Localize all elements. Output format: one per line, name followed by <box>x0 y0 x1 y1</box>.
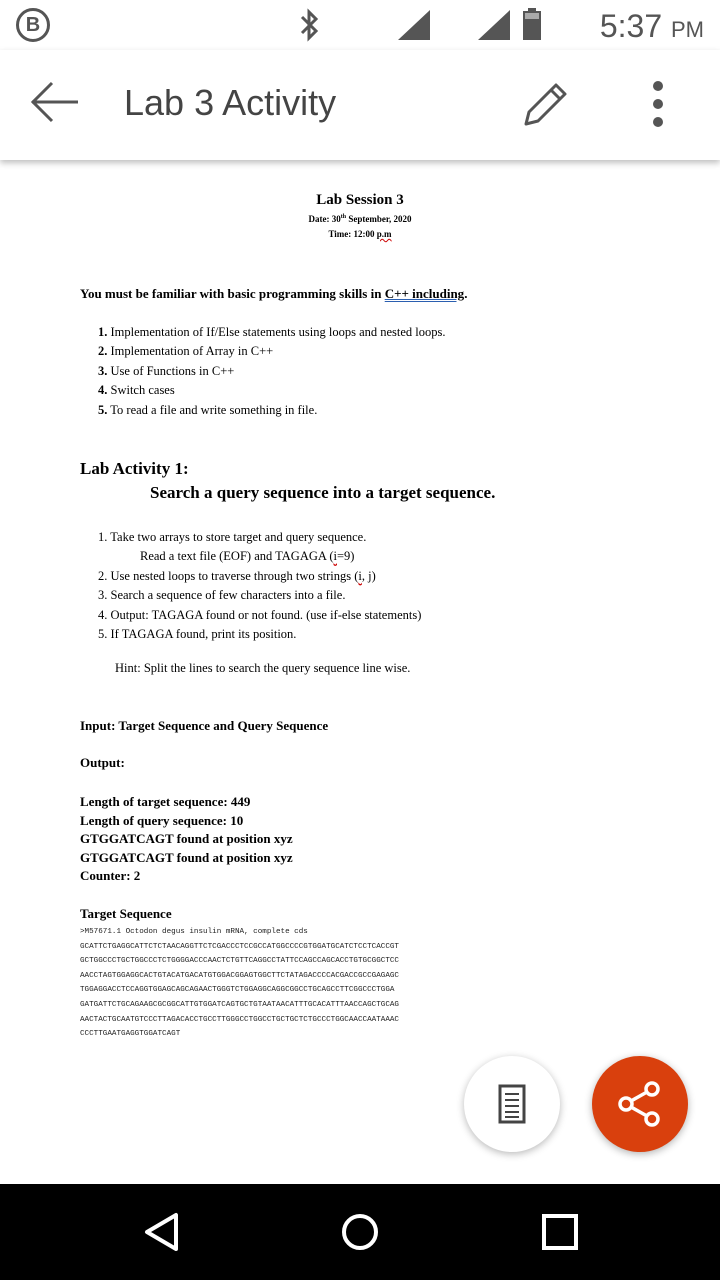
list-item: GTGGATCAGT found at position xyz <box>80 831 293 847</box>
list-item: 5. To read a file and write something in file. <box>98 402 318 417</box>
document-icon <box>498 1084 526 1124</box>
nav-recents-icon[interactable] <box>540 1212 580 1252</box>
b-app-icon: B <box>16 8 50 42</box>
more-options-icon[interactable] <box>646 78 670 130</box>
sequence-line: CCCTTGAATGAGGTGGATCAGT <box>80 1030 181 1039</box>
doc-time-prefix: Time: 12:00 <box>328 229 377 239</box>
sequence-line: AACCTAGTGGAGGCACTGTACATGACATGTGGACGGAGTGGCTTCTATAGACCCCACGACCGCCGAGAGC <box>80 971 399 980</box>
list-item: 3. Use of Functions in C++ <box>98 363 235 378</box>
activity-subheading: Search a query sequence into a target sequence. <box>150 483 496 502</box>
hint-text: Hint: Split the lines to search the query sequence line wise. <box>115 661 411 675</box>
list-item: 2. Implementation of Array in C++ <box>98 344 274 359</box>
doc-time <box>0 229 720 239</box>
doc-date <box>0 214 720 224</box>
document-viewer[interactable] <box>0 172 720 1182</box>
output-lines <box>80 793 293 886</box>
list-item: Read a text file (EOF) and TAGAGA (i=9) <box>140 549 355 564</box>
signal-icon <box>398 10 430 40</box>
activity-heading: Lab Activity 1: <box>80 459 189 478</box>
share-icon <box>616 1080 664 1128</box>
clock-time: 5:37 <box>599 8 663 44</box>
edit-pencil-icon[interactable] <box>520 78 572 130</box>
nav-back-icon[interactable] <box>142 1212 182 1252</box>
sequence-line: GATGATTCTGCAGAAGCGCGGCATTGTGGATCAGTGCTGTAATAACATTTGCACATTTAACCAGCTGCAG <box>80 1000 399 1009</box>
intro-text: You must be familiar with basic programming skills in <box>80 286 385 301</box>
doc-title: Lab Session 3 <box>316 192 404 208</box>
battery-icon <box>522 8 542 40</box>
doc-time-suffix: p.m <box>376 229 392 239</box>
status-bar <box>0 0 720 50</box>
doc-date-sup: th <box>340 214 347 220</box>
list-item: Length of target sequence: 449 <box>80 794 251 809</box>
list-item: 2. Use nested loops to traverse through two strings (i, j) <box>98 568 376 583</box>
sequence-line: GCATTCTGAGGCATTCTCTAACAGGTTCTCGACCCTCCGCCATGGCCCCGTGGATGCATCTCCTCACCGT <box>80 942 399 951</box>
page-title: Lab 3 Activity <box>124 82 337 123</box>
app-bar <box>0 50 720 160</box>
list-item: Length of query sequence: 10 <box>80 812 244 828</box>
share-button[interactable] <box>592 1056 688 1152</box>
list-item: 5. If TAGAGA found, print its position. <box>98 627 297 642</box>
back-arrow-icon[interactable] <box>30 80 80 124</box>
doc-date-prefix: Date: 30 <box>308 214 341 224</box>
nav-home-icon[interactable] <box>340 1212 380 1252</box>
output-label: Output: <box>80 755 125 770</box>
skills-list <box>98 323 446 420</box>
sequence-line: TGGAGGACCTCCAGGTGGAGCAGCAGAACTGGGTCTGGAGGCAGGCGGCCTGCAGCCTTCGGCCCTGGA <box>80 986 395 995</box>
bluetooth-icon <box>298 8 322 42</box>
clock-ampm: PM <box>671 17 704 42</box>
list-item: GTGGATCAGT found at position xyz <box>80 849 293 865</box>
list-item: 4. Output: TAGAGA found or not found. (use if-else statements) <box>98 607 422 622</box>
list-item: Counter: 2 <box>80 868 141 884</box>
sequence-block <box>80 925 399 1042</box>
intro-paragraph <box>80 286 467 302</box>
list-item: 3. Search a sequence of few characters into a file. <box>98 588 346 603</box>
navigation-bar <box>0 1184 720 1280</box>
sequence-line: AACTACTGCAATGTCCCTTAGACACCTGCCTTGGGCCTGGCCTGCTGCTCTGCCCTGGCAACCAATAAAC <box>80 1015 399 1024</box>
input-line: Input: Target Sequence and Query Sequence <box>80 718 329 733</box>
reading-view-button[interactable] <box>464 1056 560 1152</box>
intro-end: . <box>464 286 468 301</box>
sequence-line: GCTGGCCCTGCTGGCCCTCTGGGGACCCAACTCTGTTCAGGCCTATTCCAGCCAGCACCTGTGCGGCTCC <box>80 957 399 966</box>
list-item: 1. Take two arrays to store target and query sequence. <box>98 530 367 544</box>
target-sequence-heading: Target Sequence <box>80 906 172 921</box>
intro-underlined: C++ including <box>384 286 465 301</box>
signal-icon-2 <box>478 10 510 40</box>
steps-list <box>98 528 421 644</box>
list-item: 1. Implementation of If/Else statements using loops and nested loops. <box>98 325 446 339</box>
doc-date-suffix: September, 2020 <box>346 214 412 224</box>
sequence-line: >M57671.1 Octodon degus insulin mRNA, complete cds <box>80 928 308 936</box>
list-item: 4. Switch cases <box>98 383 175 398</box>
clock <box>600 8 704 45</box>
